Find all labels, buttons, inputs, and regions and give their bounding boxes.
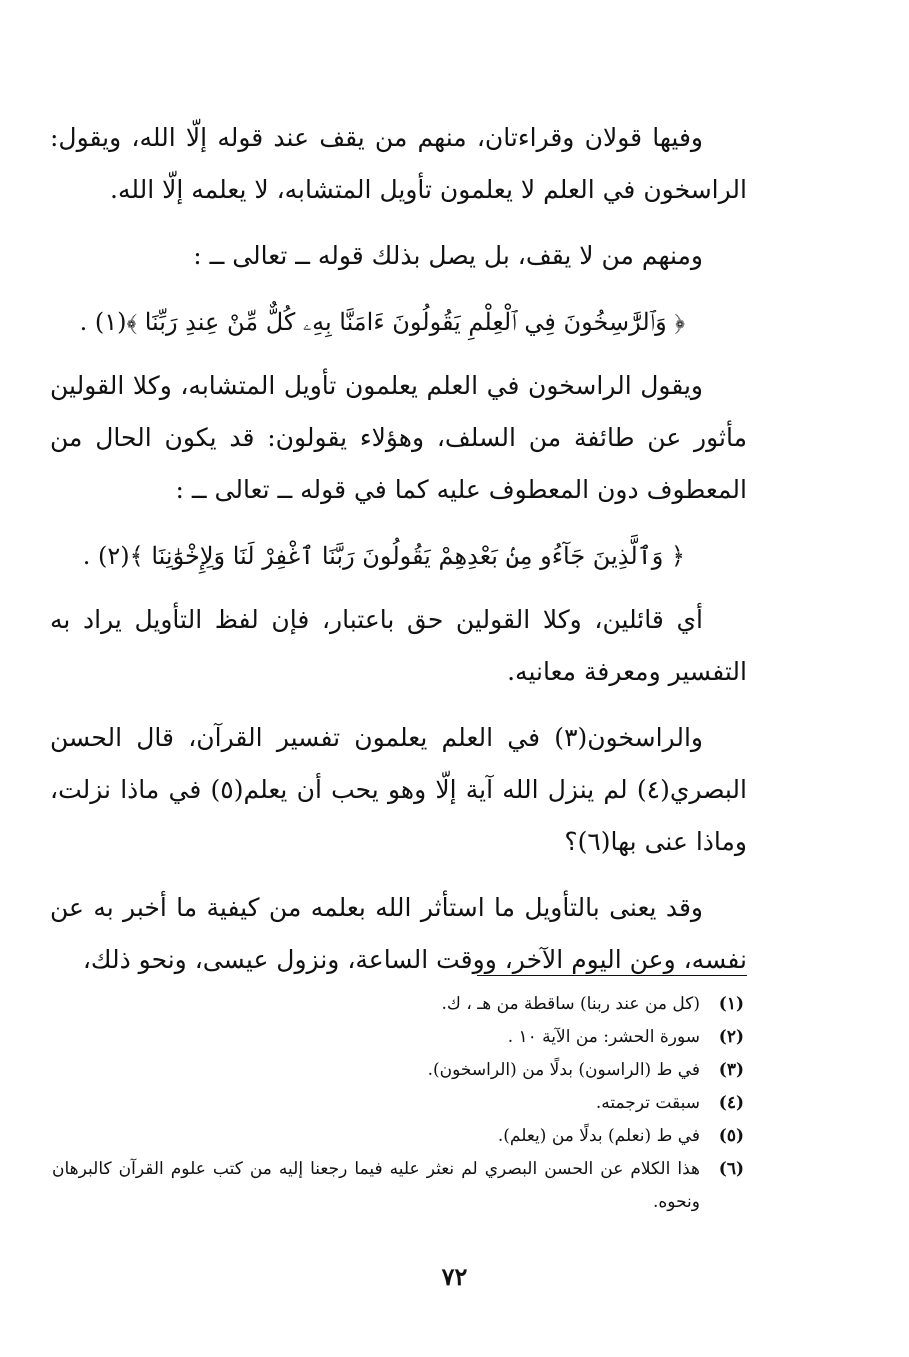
paragraph-2: ومنهم من لا يقف، بل يصل بذلك قوله ــ تعالى ــ : xyxy=(193,241,703,270)
footnotes xyxy=(52,988,744,1219)
footnote-text: سبقت ترجمته. xyxy=(595,1093,700,1113)
paragraph-5: والراسخون(٣) في العلم يعلمون تفسير القرآن، قال الحسن البصري(٤) لم ينزل الله آية إلّا وهو يحب أن يعلم(٥) في ماذا نزلت، وماذا عنى بها(٦)؟ xyxy=(50,723,747,856)
footnote-number: (٢) xyxy=(718,1027,744,1047)
footnote-number: (٤) xyxy=(718,1093,744,1113)
footnote-text: هذا الكلام عن الحسن البصري لم نعثر عليه فيما رجعنا إليه من كتب علوم القرآن كالبرهان ونحوه. xyxy=(52,1159,700,1212)
footnote-number: (٣) xyxy=(718,1060,744,1080)
footnote-2 xyxy=(52,1021,744,1054)
paragraph-6: وقد يعنى بالتأويل ما استأثر الله بعلمه من كيفية ما أخبر به عن نفسه، وعن اليوم الآخر، ووقت الساعة، ونزول عيسى، ونحو ذلك، xyxy=(50,893,747,974)
paragraph-1: وفيها قولان وقراءتان، منهم من يقف عند قوله إلّا الله، ويقول: الراسخون في العلم لا يعلمون تأويل المتشابه، لا يعلمه إلّا الله. xyxy=(50,123,747,204)
paragraph-3: ويقول الراسخون في العلم يعلمون تأويل المتشابه، وكلا القولين مأثور عن طائفة من السلف، وهؤلاء يقولون: قد يكون الحال من المعطوف دون المعطوف عليه كما في قوله ــ تعالى ــ : xyxy=(50,371,748,504)
footnote-6 xyxy=(52,1153,744,1219)
footnote-1 xyxy=(52,988,744,1021)
footnote-text: سورة الحشر: من الآية ١٠ . xyxy=(507,1027,700,1047)
quran-verse-2: ﴿ وَٱلَّذِينَ جَآءُو مِنۢ بَعْدِهِمْ يَقُولُونَ رَبَّنَا ٱغْفِرْ لَنَا وَلِإِخْوَٰنِنَا ﴾(٢) . xyxy=(82,542,685,570)
footnote-number: (٥) xyxy=(718,1126,744,1146)
footnote-text: في ط (الراسون) بدلًا من (الراسخون). xyxy=(427,1060,700,1080)
footnote-text: في ط (نعلم) بدلًا من (يعلم). xyxy=(497,1126,700,1146)
footnote-number: (٦) xyxy=(718,1159,744,1179)
footnote-divider xyxy=(477,975,747,976)
page-number: ٧٢ xyxy=(441,1262,468,1291)
main-text xyxy=(50,112,747,1000)
footnote-text: (كل من عند ربنا) ساقطة من هـ ، ك. xyxy=(441,994,700,1014)
quran-verse-1: ﴿ وَٱلرَّٰسِخُونَ فِي ٱلْعِلْمِ يَقُولُونَ ءَامَنَّا بِهِۦ كُلٌّ مِّنْ عِندِ رَبِّنَا ﴾(١) . xyxy=(79,308,685,336)
footnote-3 xyxy=(52,1054,744,1087)
footnote-4 xyxy=(52,1087,744,1120)
footnote-5 xyxy=(52,1120,744,1153)
footnote-number: (١) xyxy=(718,994,744,1014)
paragraph-4: أي قائلين، وكلا القولين حق باعتبار، فإن لفظ التأويل يراد به التفسير ومعرفة معانيه. xyxy=(50,605,747,686)
